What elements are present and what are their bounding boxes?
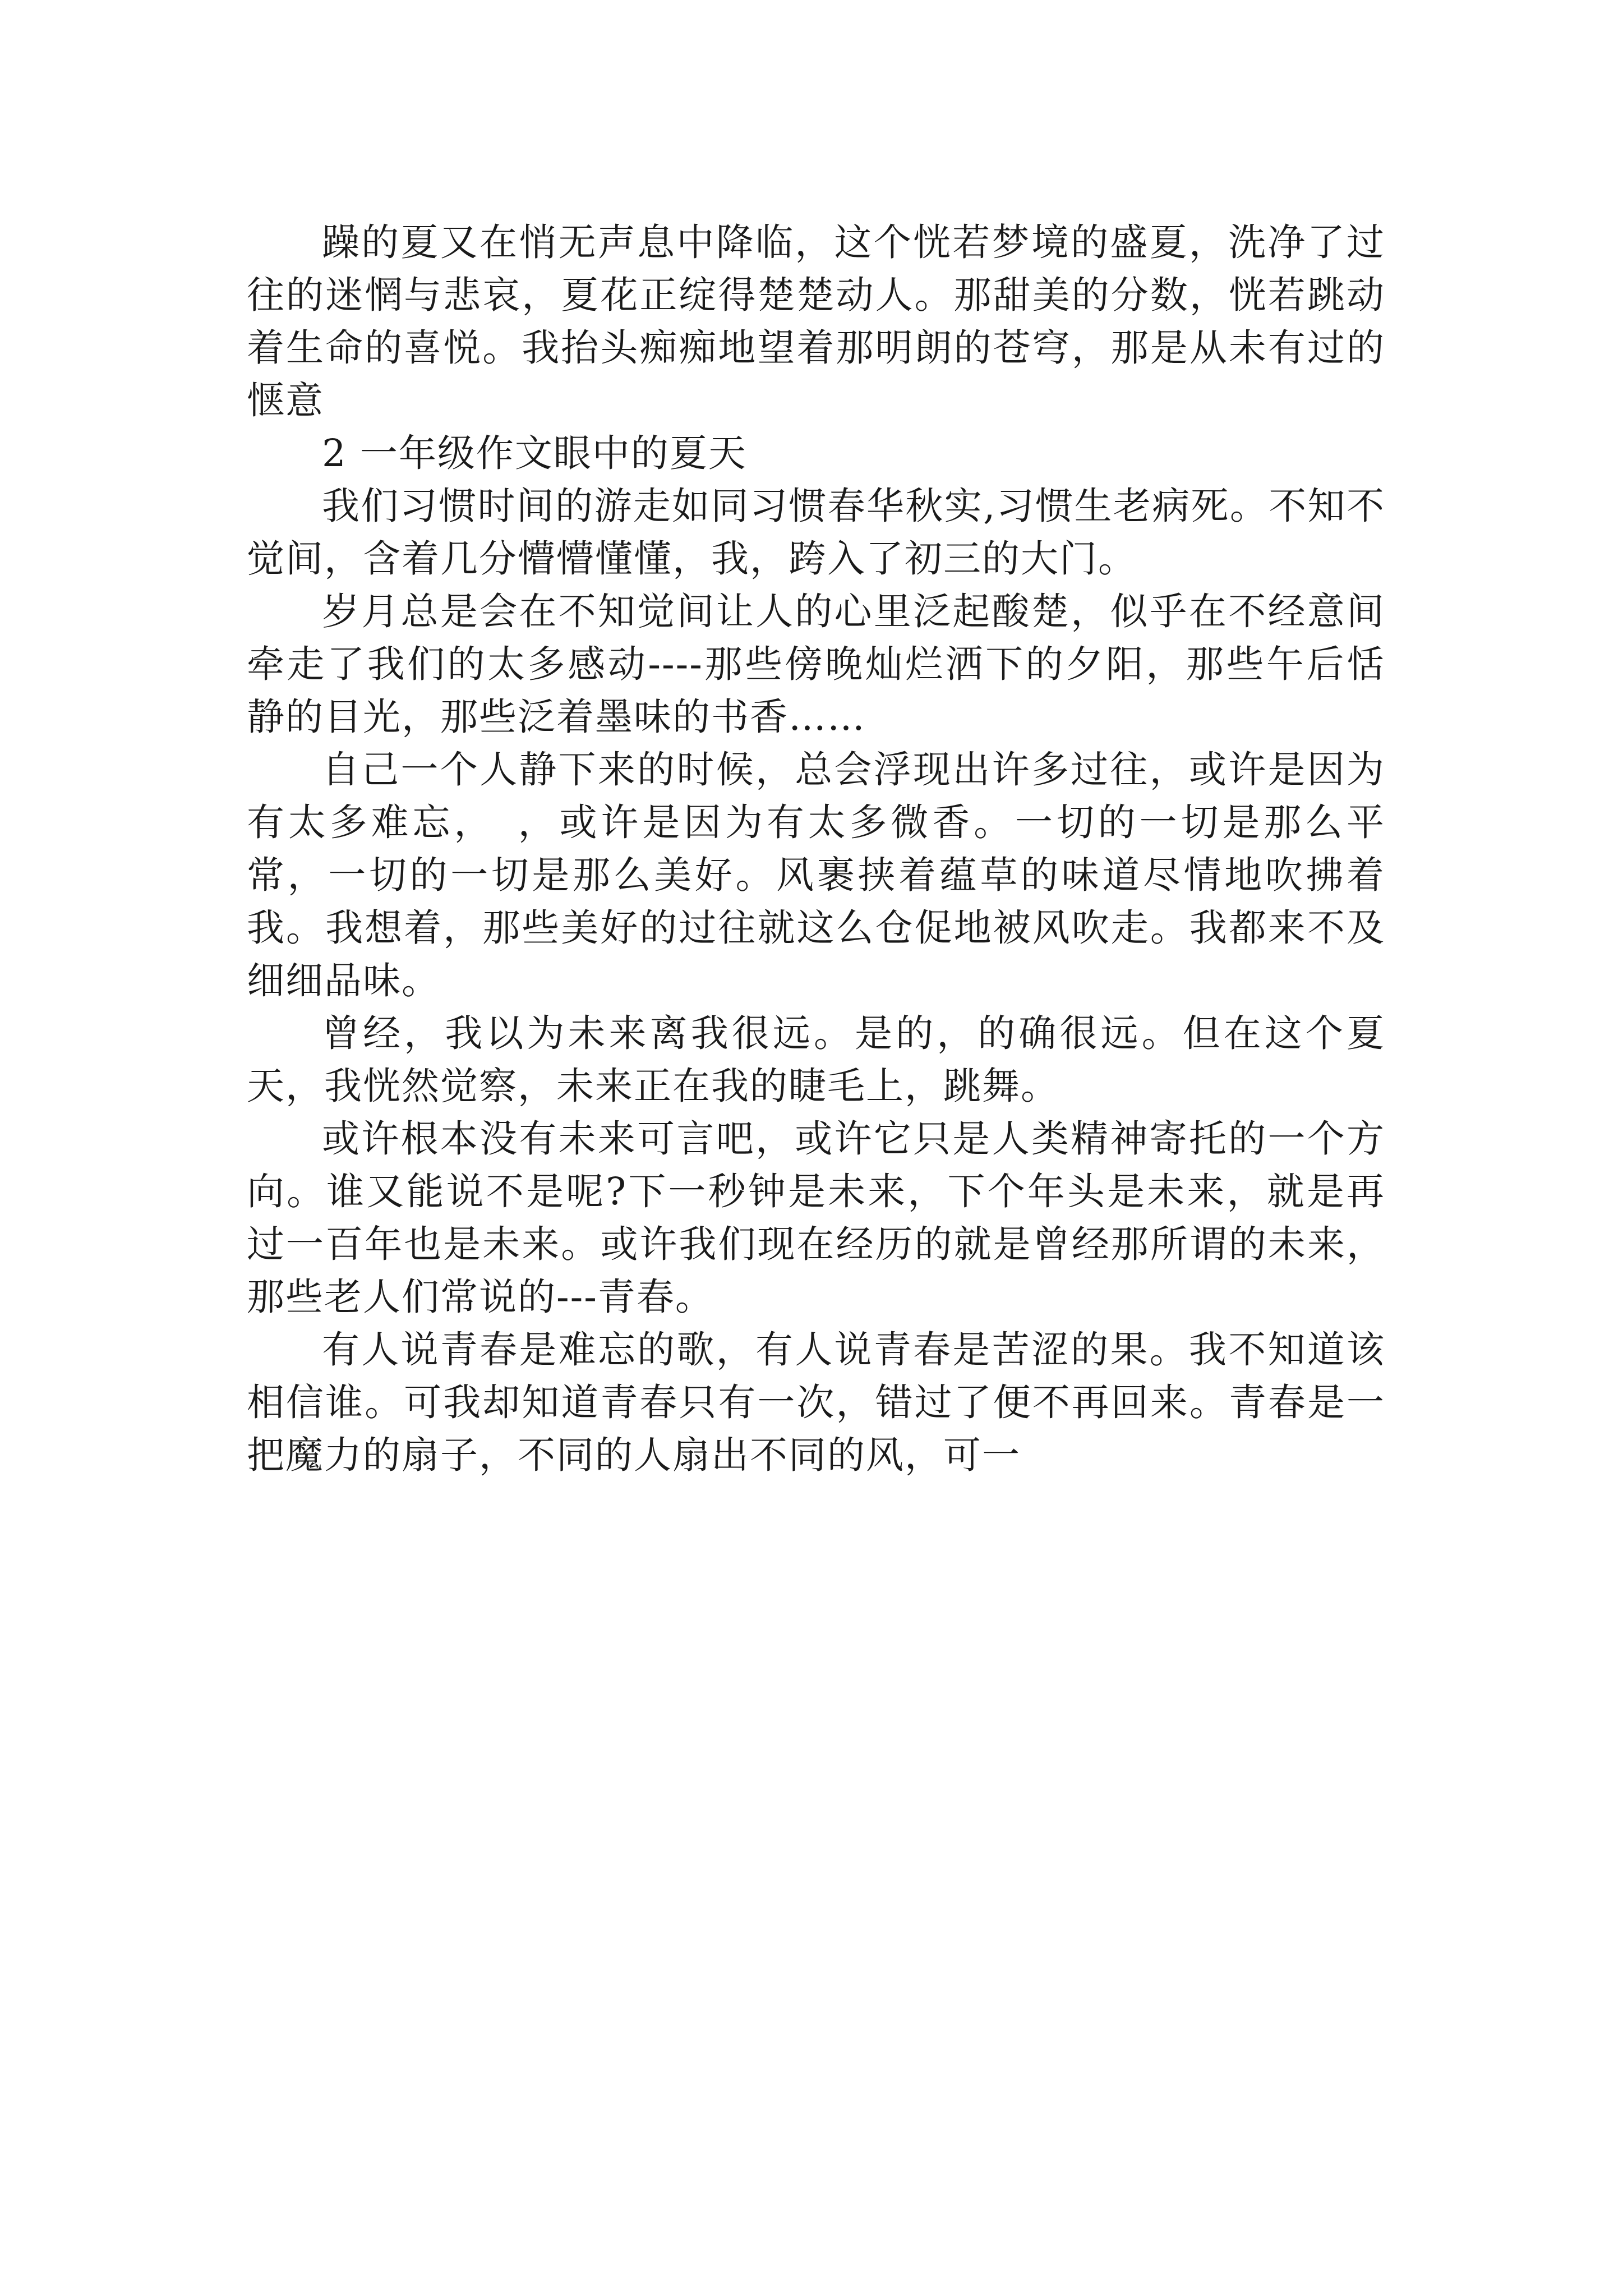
section-heading: 2 一年级作文眼中的夏天 [322, 431, 747, 475]
body-text [247, 216, 1385, 1481]
paragraph-2: 我们习惯时间的游走如同习惯春华秋实,习惯生老病死。不知不觉间，含着几分懵懵懂懂，我，跨入了初三的大门。 [247, 484, 1385, 581]
paragraph-4: 自己一个人静下来的时候，总会浮现出许多过往，或许是因为有太多难忘， ，或许是因为有太多微香。一切的一切是那么平常，一切的一切是那么美好。风裹挟着蕴草的味道尽情地吹拂着我。我想着，那些美好的过往就这么仓促地被风吹走。我都来不及细细品味。 [247, 748, 1385, 1002]
paragraph-1: 躁的夏又在悄无声息中降临，这个恍若梦境的盛夏，洗净了过往的迷惘与悲哀，夏花正绽得楚楚动人。那甜美的分数，恍若跳动着生命的喜悦。我抬头痴痴地望着那明朗的苍穹，那是从未有过的惬意 [247, 220, 1385, 422]
paragraph-5: 曾经，我以为未来离我很远。是的，的确很远。但在这个夏天，我恍然觉察，未来正在我的睫毛上，跳舞。 [247, 1011, 1385, 1108]
paragraph-7: 有人说青春是难忘的歌，有人说青春是苦涩的果。我不知道该相信谁。可我却知道青春只有一次，错过了便不再回来。青春是一把魔力的扇子，不同的人扇出不同的风，可一 [247, 1328, 1385, 1477]
paragraph-3: 岁月总是会在不知觉间让人的心里泛起酸楚，似乎在不经意间牵走了我们的太多感动----那些傍晚灿烂洒下的夕阳，那些午后恬静的目光，那些泛着墨味的书香…… [247, 590, 1385, 739]
paragraph-6: 或许根本没有未来可言吧，或许它只是人类精神寄托的一个方向。谁又能说不是呢?下一秒钟是未来，下个年头是未来，就是再过一百年也是未来。或许我们现在经历的就是曾经那所谓的未来，那些老人们常说的---青春。 [247, 1117, 1385, 1319]
